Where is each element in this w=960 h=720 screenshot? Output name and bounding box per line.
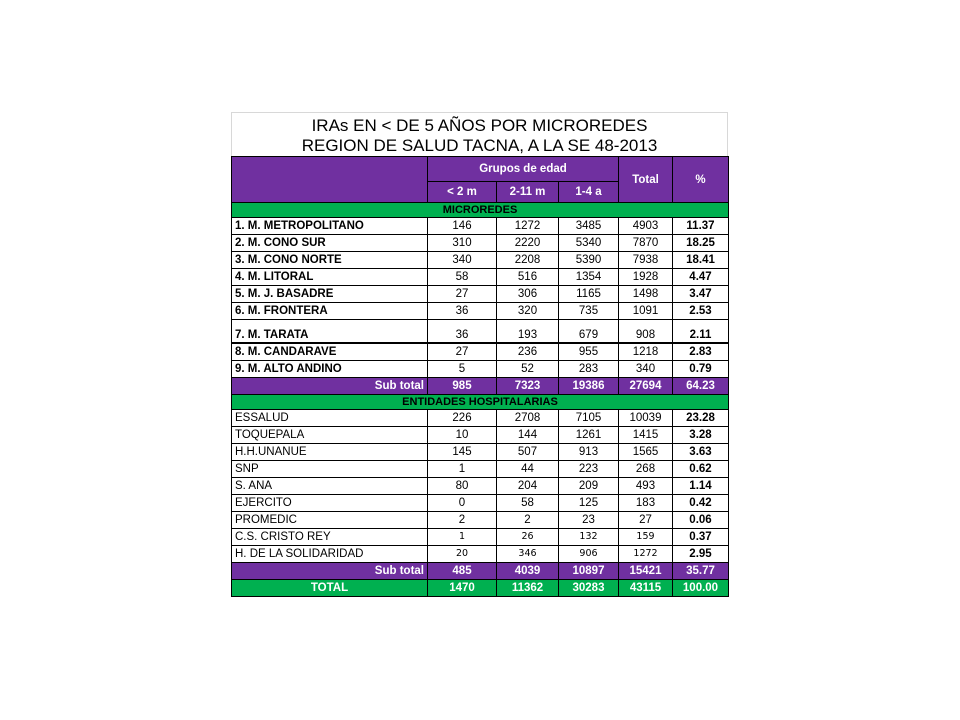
section-label: ENTIDADES HOSPITALARIAS: [232, 395, 729, 410]
table-row: [232, 461, 729, 478]
row-name: 1. M. METROPOLITANO: [232, 218, 428, 235]
cell-lt2m: 20: [428, 546, 497, 563]
cell-lt2m: 36: [428, 320, 497, 344]
header-group: Grupos de edad: [428, 157, 619, 182]
grand-total-row: [232, 580, 729, 597]
cell-2-11m: 193: [497, 320, 559, 344]
cell-pct: 4.47: [673, 269, 729, 286]
header-col-lt2m: < 2 m: [428, 182, 497, 203]
cell-total: 1091: [619, 303, 673, 320]
cell-total: 4903: [619, 218, 673, 235]
subtotal-entidades-row: [232, 563, 729, 580]
cell-pct: 11.37: [673, 218, 729, 235]
cell-total: 1272: [619, 546, 673, 563]
cell-2-11m: 144: [497, 427, 559, 444]
cell-pct: 3.63: [673, 444, 729, 461]
row-name: H. DE LA SOLIDARIDAD: [232, 546, 428, 563]
cell-total: 340: [619, 361, 673, 378]
table-row: [232, 478, 729, 495]
cell-pct: 0.06: [673, 512, 729, 529]
cell-1-4a: 7105: [559, 410, 619, 427]
row-name: 2. M. CONO SUR: [232, 235, 428, 252]
cell-lt2m: 226: [428, 410, 497, 427]
summary-pct: 35.77: [673, 563, 729, 580]
cell-2-11m: 2708: [497, 410, 559, 427]
cell-pct: 0.62: [673, 461, 729, 478]
row-name: 5. M. J. BASADRE: [232, 286, 428, 303]
summary-lt2m: 485: [428, 563, 497, 580]
cell-pct: 23.28: [673, 410, 729, 427]
cell-pct: 0.79: [673, 361, 729, 378]
row-name: ESSALUD: [232, 410, 428, 427]
summary-pct: 100.00: [673, 580, 729, 597]
cell-pct: 0.42: [673, 495, 729, 512]
cell-2-11m: 306: [497, 286, 559, 303]
cell-total: 27: [619, 512, 673, 529]
cell-total: 1218: [619, 343, 673, 361]
cell-1-4a: 1261: [559, 427, 619, 444]
cell-1-4a: 679: [559, 320, 619, 344]
cell-2-11m: 236: [497, 343, 559, 361]
header-row-1: [232, 157, 729, 182]
table-row: [232, 427, 729, 444]
row-name: EJERCITO: [232, 495, 428, 512]
summary-2-11m: 7323: [497, 378, 559, 395]
cell-2-11m: 52: [497, 361, 559, 378]
cell-total: 1565: [619, 444, 673, 461]
cell-1-4a: 23: [559, 512, 619, 529]
summary-2-11m: 4039: [497, 563, 559, 580]
table-row: [232, 235, 729, 252]
cell-lt2m: 10: [428, 427, 497, 444]
table-row: [232, 410, 729, 427]
cell-lt2m: 1: [428, 461, 497, 478]
cell-pct: 2.11: [673, 320, 729, 344]
ira-table-container: [231, 112, 728, 597]
cell-lt2m: 1: [428, 529, 497, 546]
cell-pct: 2.53: [673, 303, 729, 320]
cell-lt2m: 340: [428, 252, 497, 269]
cell-1-4a: 209: [559, 478, 619, 495]
summary-lt2m: 985: [428, 378, 497, 395]
cell-2-11m: 204: [497, 478, 559, 495]
cell-lt2m: 145: [428, 444, 497, 461]
table-row: [232, 252, 729, 269]
cell-lt2m: 27: [428, 343, 497, 361]
table-row: [232, 286, 729, 303]
cell-1-4a: 125: [559, 495, 619, 512]
table-row: [232, 303, 729, 320]
cell-1-4a: 223: [559, 461, 619, 478]
cell-1-4a: 1354: [559, 269, 619, 286]
cell-total: 159: [619, 529, 673, 546]
summary-total: 27694: [619, 378, 673, 395]
cell-1-4a: 906: [559, 546, 619, 563]
title-line-2: REGION DE SALUD TACNA, A LA SE 48-2013: [301, 136, 658, 155]
cell-lt2m: 58: [428, 269, 497, 286]
cell-1-4a: 1165: [559, 286, 619, 303]
section-microredes: [232, 203, 729, 218]
cell-2-11m: 26: [497, 529, 559, 546]
table-row: [232, 343, 729, 361]
row-name: 6. M. FRONTERA: [232, 303, 428, 320]
cell-lt2m: 310: [428, 235, 497, 252]
cell-1-4a: 283: [559, 361, 619, 378]
table-row: [232, 269, 729, 286]
cell-pct: 1.14: [673, 478, 729, 495]
cell-lt2m: 80: [428, 478, 497, 495]
summary-lt2m: 1470: [428, 580, 497, 597]
cell-total: 268: [619, 461, 673, 478]
summary-label: Sub total: [232, 378, 428, 395]
table-row: [232, 512, 729, 529]
cell-1-4a: 5390: [559, 252, 619, 269]
table-row: [232, 495, 729, 512]
subtotal-microredes-row: [232, 378, 729, 395]
header-pct: %: [673, 157, 729, 203]
cell-pct: 2.83: [673, 343, 729, 361]
cell-1-4a: 955: [559, 343, 619, 361]
table-row: [232, 361, 729, 378]
table-row: [232, 320, 729, 344]
summary-1-4a: 19386: [559, 378, 619, 395]
cell-1-4a: 5340: [559, 235, 619, 252]
row-name: S. ANA: [232, 478, 428, 495]
cell-2-11m: 346: [497, 546, 559, 563]
cell-pct: 3.28: [673, 427, 729, 444]
cell-2-11m: 2208: [497, 252, 559, 269]
cell-pct: 18.25: [673, 235, 729, 252]
row-name: SNP: [232, 461, 428, 478]
header-total: Total: [619, 157, 673, 203]
cell-2-11m: 1272: [497, 218, 559, 235]
summary-total: 43115: [619, 580, 673, 597]
summary-label: TOTAL: [232, 580, 428, 597]
summary-total: 15421: [619, 563, 673, 580]
cell-1-4a: 913: [559, 444, 619, 461]
cell-lt2m: 27: [428, 286, 497, 303]
row-name: 7. M. TARATA: [232, 320, 428, 344]
cell-2-11m: 2: [497, 512, 559, 529]
cell-1-4a: 3485: [559, 218, 619, 235]
row-name: 8. M. CANDARAVE: [232, 343, 428, 361]
cell-total: 1498: [619, 286, 673, 303]
cell-total: 1415: [619, 427, 673, 444]
cell-total: 908: [619, 320, 673, 344]
summary-2-11m: 11362: [497, 580, 559, 597]
row-name: TOQUEPALA: [232, 427, 428, 444]
cell-lt2m: 2: [428, 512, 497, 529]
cell-total: 1928: [619, 269, 673, 286]
table-row: [232, 529, 729, 546]
ira-table: [231, 156, 729, 597]
header-blank-cell: [232, 157, 428, 203]
cell-total: 7870: [619, 235, 673, 252]
summary-1-4a: 30283: [559, 580, 619, 597]
header-col-1-4a: 1-4 a: [559, 182, 619, 203]
cell-2-11m: 516: [497, 269, 559, 286]
title-line-1: IRAs EN < DE 5 AÑOS POR MICROREDES: [311, 116, 648, 135]
cell-total: 493: [619, 478, 673, 495]
row-name: 4. M. LITORAL: [232, 269, 428, 286]
cell-total: 10039: [619, 410, 673, 427]
cell-2-11m: 58: [497, 495, 559, 512]
cell-2-11m: 2220: [497, 235, 559, 252]
table-row: [232, 546, 729, 563]
cell-lt2m: 0: [428, 495, 497, 512]
row-name: PROMEDIC: [232, 512, 428, 529]
table-row: [232, 444, 729, 461]
cell-2-11m: 320: [497, 303, 559, 320]
section-label: MICROREDES: [232, 203, 729, 218]
row-name: C.S. CRISTO REY: [232, 529, 428, 546]
row-name: H.H.UNANUE: [232, 444, 428, 461]
summary-pct: 64.23: [673, 378, 729, 395]
cell-lt2m: 36: [428, 303, 497, 320]
table-row: [232, 218, 729, 235]
cell-lt2m: 5: [428, 361, 497, 378]
cell-lt2m: 146: [428, 218, 497, 235]
row-name: 3. M. CONO NORTE: [232, 252, 428, 269]
cell-2-11m: 44: [497, 461, 559, 478]
header-col-2-11m: 2-11 m: [497, 182, 559, 203]
cell-pct: 2.95: [673, 546, 729, 563]
cell-1-4a: 735: [559, 303, 619, 320]
summary-1-4a: 10897: [559, 563, 619, 580]
cell-pct: 3.47: [673, 286, 729, 303]
cell-2-11m: 507: [497, 444, 559, 461]
cell-1-4a: 132: [559, 529, 619, 546]
row-name: 9. M. ALTO ANDINO: [232, 361, 428, 378]
cell-total: 183: [619, 495, 673, 512]
cell-pct: 18.41: [673, 252, 729, 269]
summary-label: Sub total: [232, 563, 428, 580]
cell-total: 7938: [619, 252, 673, 269]
cell-pct: 0.37: [673, 529, 729, 546]
table-title: [231, 112, 728, 156]
section-entidades: [232, 395, 729, 410]
